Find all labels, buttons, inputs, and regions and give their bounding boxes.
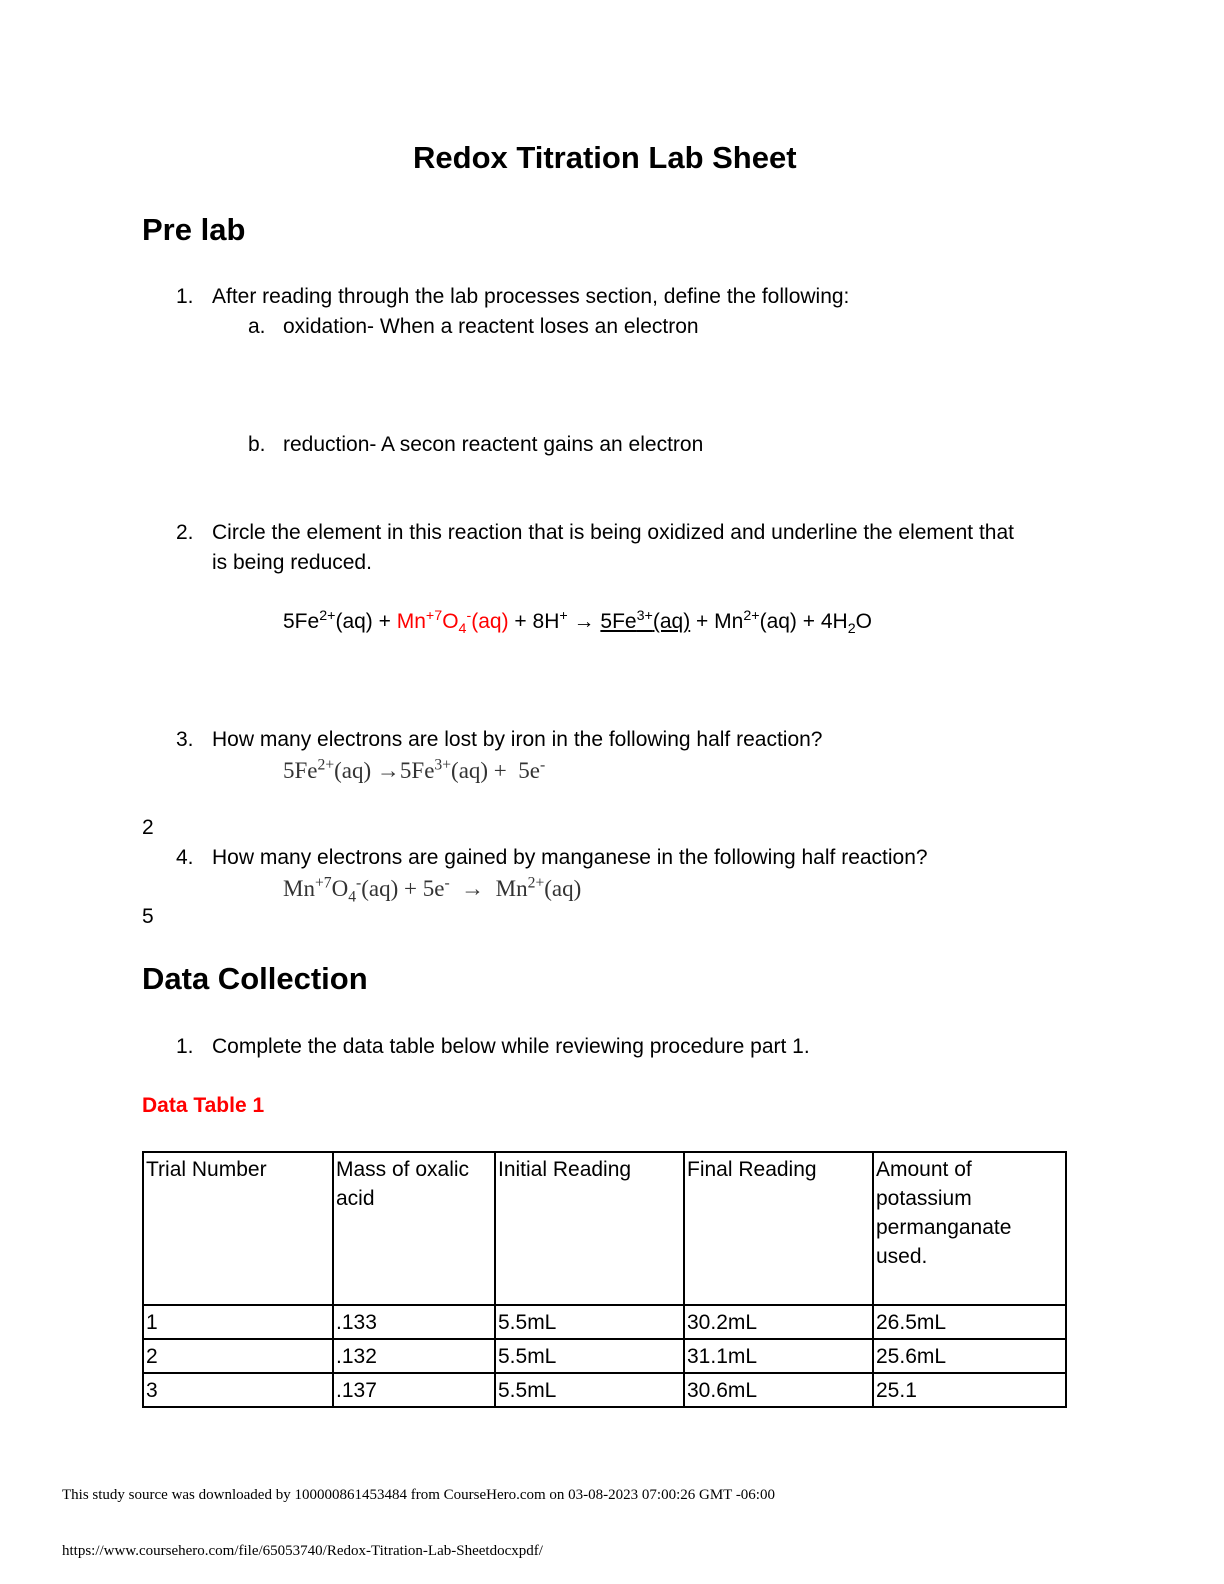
- q4-answer: 5: [142, 905, 154, 928]
- dc-q1-text: Complete the data table below while reviewing procedure part 1.: [212, 1035, 810, 1058]
- q4-number: 4.: [176, 846, 194, 869]
- iron-half-reaction: $5Fe^{2+}(aq) \to 5Fe^{3+}(aq) + 5e^-$: [283, 756, 546, 783]
- amount-cell: 25.1: [873, 1373, 1066, 1407]
- final-cell: 31.1mL: [684, 1339, 873, 1373]
- final-cell: 30.2mL: [684, 1305, 873, 1339]
- trial-cell: 2: [143, 1339, 333, 1373]
- header-amount-permanganate: Amount of potassium permanganate used.: [873, 1152, 1066, 1305]
- manganese-half-reaction: $Mn^{+7}O_4^-(aq) + 5e^- \to Mn^{2+}(aq)$: [283, 874, 582, 906]
- final-cell: 30.6mL: [684, 1373, 873, 1407]
- q1b-answer: reduction- A secon reactent gains an electron: [283, 433, 704, 456]
- download-notice: This study source was downloaded by 100000861453484 from CourseHero.com on 03-08-2023 07:00:26 GMT -06:00: [62, 1487, 775, 1503]
- prelab-heading: Pre lab: [142, 212, 246, 247]
- q1-text: After reading through the lab processes section, define the following:: [212, 285, 850, 308]
- q2-number: 2.: [176, 521, 194, 544]
- q1b-letter: b.: [248, 433, 266, 456]
- header-initial-reading: Initial Reading: [495, 1152, 684, 1305]
- header-mass-oxalic-acid: Mass of oxalic acid: [333, 1152, 495, 1305]
- mass-cell: .133: [333, 1305, 495, 1339]
- redox-equation: $5Fe^{2+}(aq) + Mn^{+7}O_4^-(aq) + 8H^+ \to 5Fe^{3+}(aq) + Mn^{2+}(aq) + 4H_2O$: [283, 608, 872, 638]
- source-url-link[interactable]: https://www.coursehero.com/file/65053740/Redox-Titration-Lab-Sheetdocxpdf/: [62, 1543, 543, 1559]
- amount-cell: 25.6mL: [873, 1339, 1066, 1373]
- mass-cell: .132: [333, 1339, 495, 1373]
- table-header-row: [143, 1152, 1066, 1305]
- table-row: [143, 1305, 1066, 1339]
- page-title: Redox Titration Lab Sheet: [413, 140, 797, 175]
- amount-cell: 26.5mL: [873, 1305, 1066, 1339]
- table-row: [143, 1339, 1066, 1373]
- q1-number: 1.: [176, 285, 194, 308]
- header-final-reading: Final Reading: [684, 1152, 873, 1305]
- trial-cell: 3: [143, 1373, 333, 1407]
- table-row: [143, 1373, 1066, 1407]
- q3-answer: 2: [142, 816, 154, 839]
- initial-cell: 5.5mL: [495, 1339, 684, 1373]
- q1a-answer: oxidation- When a reactent loses an electron: [283, 315, 699, 338]
- initial-cell: 5.5mL: [495, 1305, 684, 1339]
- q3-text: How many electrons are lost by iron in the following half reaction?: [212, 728, 823, 751]
- data-table-label: Data Table 1: [142, 1094, 265, 1117]
- q2-text-line1: Circle the element in this reaction that is being oxidized and underline the element that: [212, 521, 1014, 544]
- initial-cell: 5.5mL: [495, 1373, 684, 1407]
- q2-text-line2: is being reduced.: [212, 551, 372, 574]
- data-collection-heading: Data Collection: [142, 961, 368, 996]
- data-table: [142, 1151, 1067, 1408]
- q1a-letter: a.: [248, 315, 266, 338]
- mass-cell: .137: [333, 1373, 495, 1407]
- q3-number: 3.: [176, 728, 194, 751]
- header-trial-number: Trial Number: [143, 1152, 333, 1305]
- q4-text: How many electrons are gained by manganese in the following half reaction?: [212, 846, 928, 869]
- dc-q1-number: 1.: [176, 1035, 194, 1058]
- trial-cell: 1: [143, 1305, 333, 1339]
